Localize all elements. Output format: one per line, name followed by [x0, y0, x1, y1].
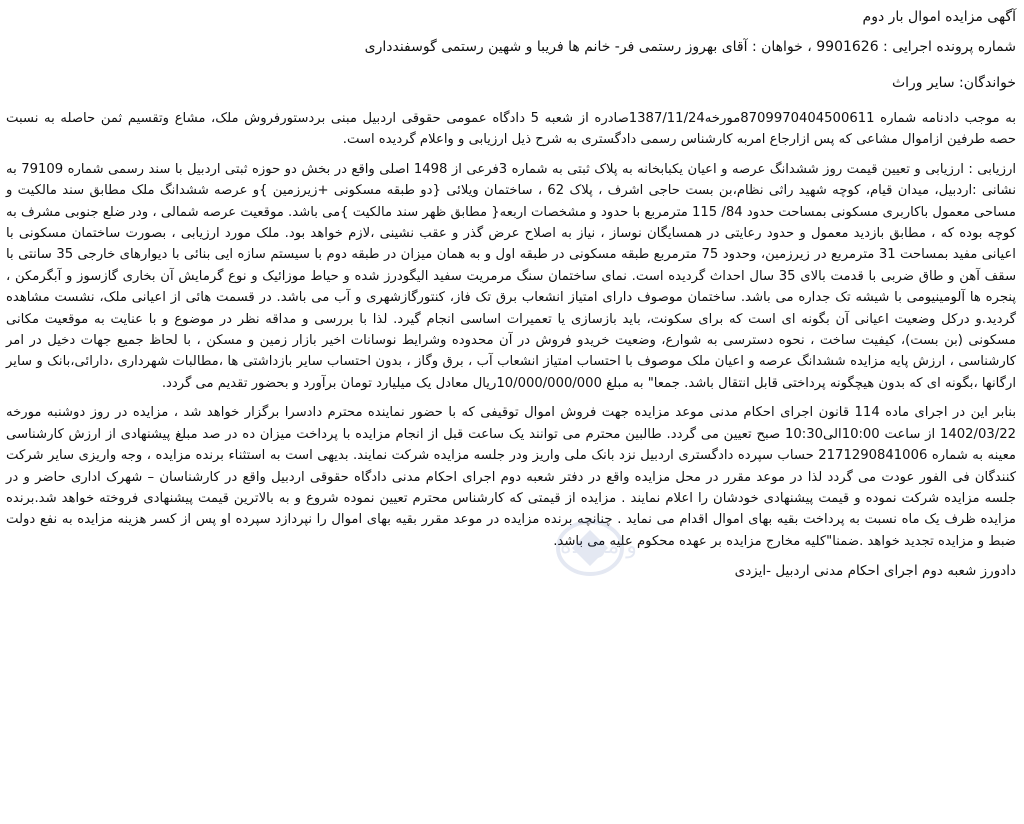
case-info-line: شماره پرونده اجرایی : 9901626 ، خواهان : آقای بهروز رستمی فر- خانم ها فریبا و شهین رستمی گوسفندداری	[364, 39, 1016, 55]
defendants-line: خواندگان: سایر وراث	[891, 75, 1016, 91]
signature-line: دادورز شعبه دوم اجرای احکام مدنی اردبیل -ایزدی	[734, 563, 1016, 580]
notice-document	[6, 6, 1016, 824]
appraisal-paragraph: ارزیابی : ارزیابی و تعیین قیمت روز ششدانگ عرصه و اعیان یکبابخانه به پلاک ثبتی به شماره 3فرعی از 1498 اصلی واقع در بخش دو حوزه ثبتی اردبیل با سند رسمی شماره 79109 به نشانی :اردبیل، میدان قیام، کوچه شهید راثی نظام،بن بست حاجی اشرف ، پلاک 62 ، ساختمان ویلائی {دو طبقه مسکونی +زیرزمین }و عرصه ششدانگ ملک مطابق سند مالکیت و مساحی معمول باکاربری مسکونی بمساحت حدود 84/ 115 مترمربع با حدود و مشخصات اربعه{ مطابق ظهر سند مالکیت }می باشد. موقعیت عرصه شمالی ، ودر ضلع جنوبی مشرف به کوچه بوده که ، مطابق بازدید معمول و حدود رعایتی در همسایگان نوساز ، نیاز به اصلاح عرض گذر و عقب نشینی ،لازم خواهد بود. ملک مورد ارزیابی ، بصورت ساختمان مسکونی با اعیانی مفید بمساحت 31 مترمربع در زیرزمین، وحدود 75 مترمربع طبقه مسکونی در طبقه اول و به همان میزان در طبقه دوم با سیستم سازه ایی بنائی با دیوارهای خارجی 35 سانتی با سقف آهن و طاق ضربی با قدمت بالای 35 سال احداث گردیده است. نمای ساختمان سنگ مرمریت سفید الیگودرز شده و حیاط موزائیک و نوع گرمایش آن بخاری گازسوز و آبگرمکن ، پنجره ها آلومینیومی با شیشه تک جداره می باشد. ساختمان موصوف دارای امتیاز انشعاب برق تک فاز، کنتورگازشهری و آب می باشد. در قسمت هائی از اعیانی ملک، نشست مشاهده گردید.و درکل وضعیت اعیانی آن بگونه ای است که برای سکونت، باید بازسازی یا تعمیرات اساسی انجام گیرد. لذا با بررسی و مداقه نظر در موضوع و با عنایت به موقعیت مکانی مسکونی (بن بست)، کیفیت ساخت ، نحوه دسترسی به شوارع، وضعیت خریدو فروش در آن محدوده وشرایط نوسانات اخیر بازار زمین و مسکن ، با لحاظ جمیع جهات دخیل در امر کارشناسی ، ارزش پایه مزایده ششدانگ عرصه و اعیان ملک موصوف با احتساب امتیاز انشعاب آب ، برق وگاز ، بدون احتساب سایر بازداشتی ها ،مطالبات شهرداری ،دارائی،بانک و سایر ارگانها ،بگونه ای که بدون هیچگونه پرداختی قابل انتقال باشد. جمعا" به مبلغ 10/000/000/000ریال معادل یک میلیارد تومان برآورد و بحضور تقدیم می گردد.	[6, 161, 1017, 391]
notice-title: آگهی مزایده اموال بار دوم	[862, 9, 1016, 25]
intro-paragraph: به موجب دادنامه شماره 8709970404500611مورخه1387/11/24صادره از شعبه 5 دادگاه عمومی حقوقی اردبیل مبنی بردستورفروش ملک، مشاع وتقسیم ثمن حاصله به نسبت حصه طرفین ازاموال مشاعی که پس ازارجاع امربه کارشناس رسمی دادگستری به شرح ذیل ارزیابی و واعلام گردیده است.	[6, 111, 1017, 148]
auction-terms-paragraph: بنابر این در اجرای ماده 114 قانون اجرای احکام مدنی موعد مزایده جهت فروش اموال توقیفی که با حضور نماینده محترم دادسرا برگزار خواهد شد ، مزایده در روز دوشنبه مورخه 1402/03/22 از ساعت 10:00الی10:30 صبح تعیین می گردد. طالبین محترم می توانند یک ساعت قبل از انجام مزایده با پرداخت میزان ده در صد مبلغ پیشنهادی از ارزش کارشناسی معینه به شماره 2171290841006 حساب سپرده دادگستری اردبیل نزد بانک ملی واریز ودر جلسه مزایده شرکت نمایند. بدیهی است به استثناء برنده مزایده ، وجه واریزی سایر شرکت کنندگان فی الفور عودت می گردد لذا در موعد مقرر در محل مزایده واقع در دفتر شعبه دوم اجرای احکام مدنی دادگاه حقوقی اردبیل واقع در کارشناسان – شهرک اداری حاضر و در جلسه مزایده شرکت نموده و قیمت پیشنهادی خودشان را اعلام نمایند . مزایده از قیمتی که کارشناس محترم تعیین نموده شروع و به بالاترین قیمت پیشنهادی فروخته خواهد شد.برنده مزایده ظرف یک ماه نسبت به پرداخت بقیه بهای اموال اقدام می نماید . چنانچه برنده مزایده در موعد مقرر بقیه بهای اموال را نپردازد سپرده او پس از کسر هزینه مزایده به نفع دولت ضبط و مزایده تجدید خواهد .ضمنا"کلیه مخارج مزایده بر عهده محکوم علیه می باشد.	[6, 405, 1017, 549]
watermark-text: و مزایده	[560, 534, 637, 559]
